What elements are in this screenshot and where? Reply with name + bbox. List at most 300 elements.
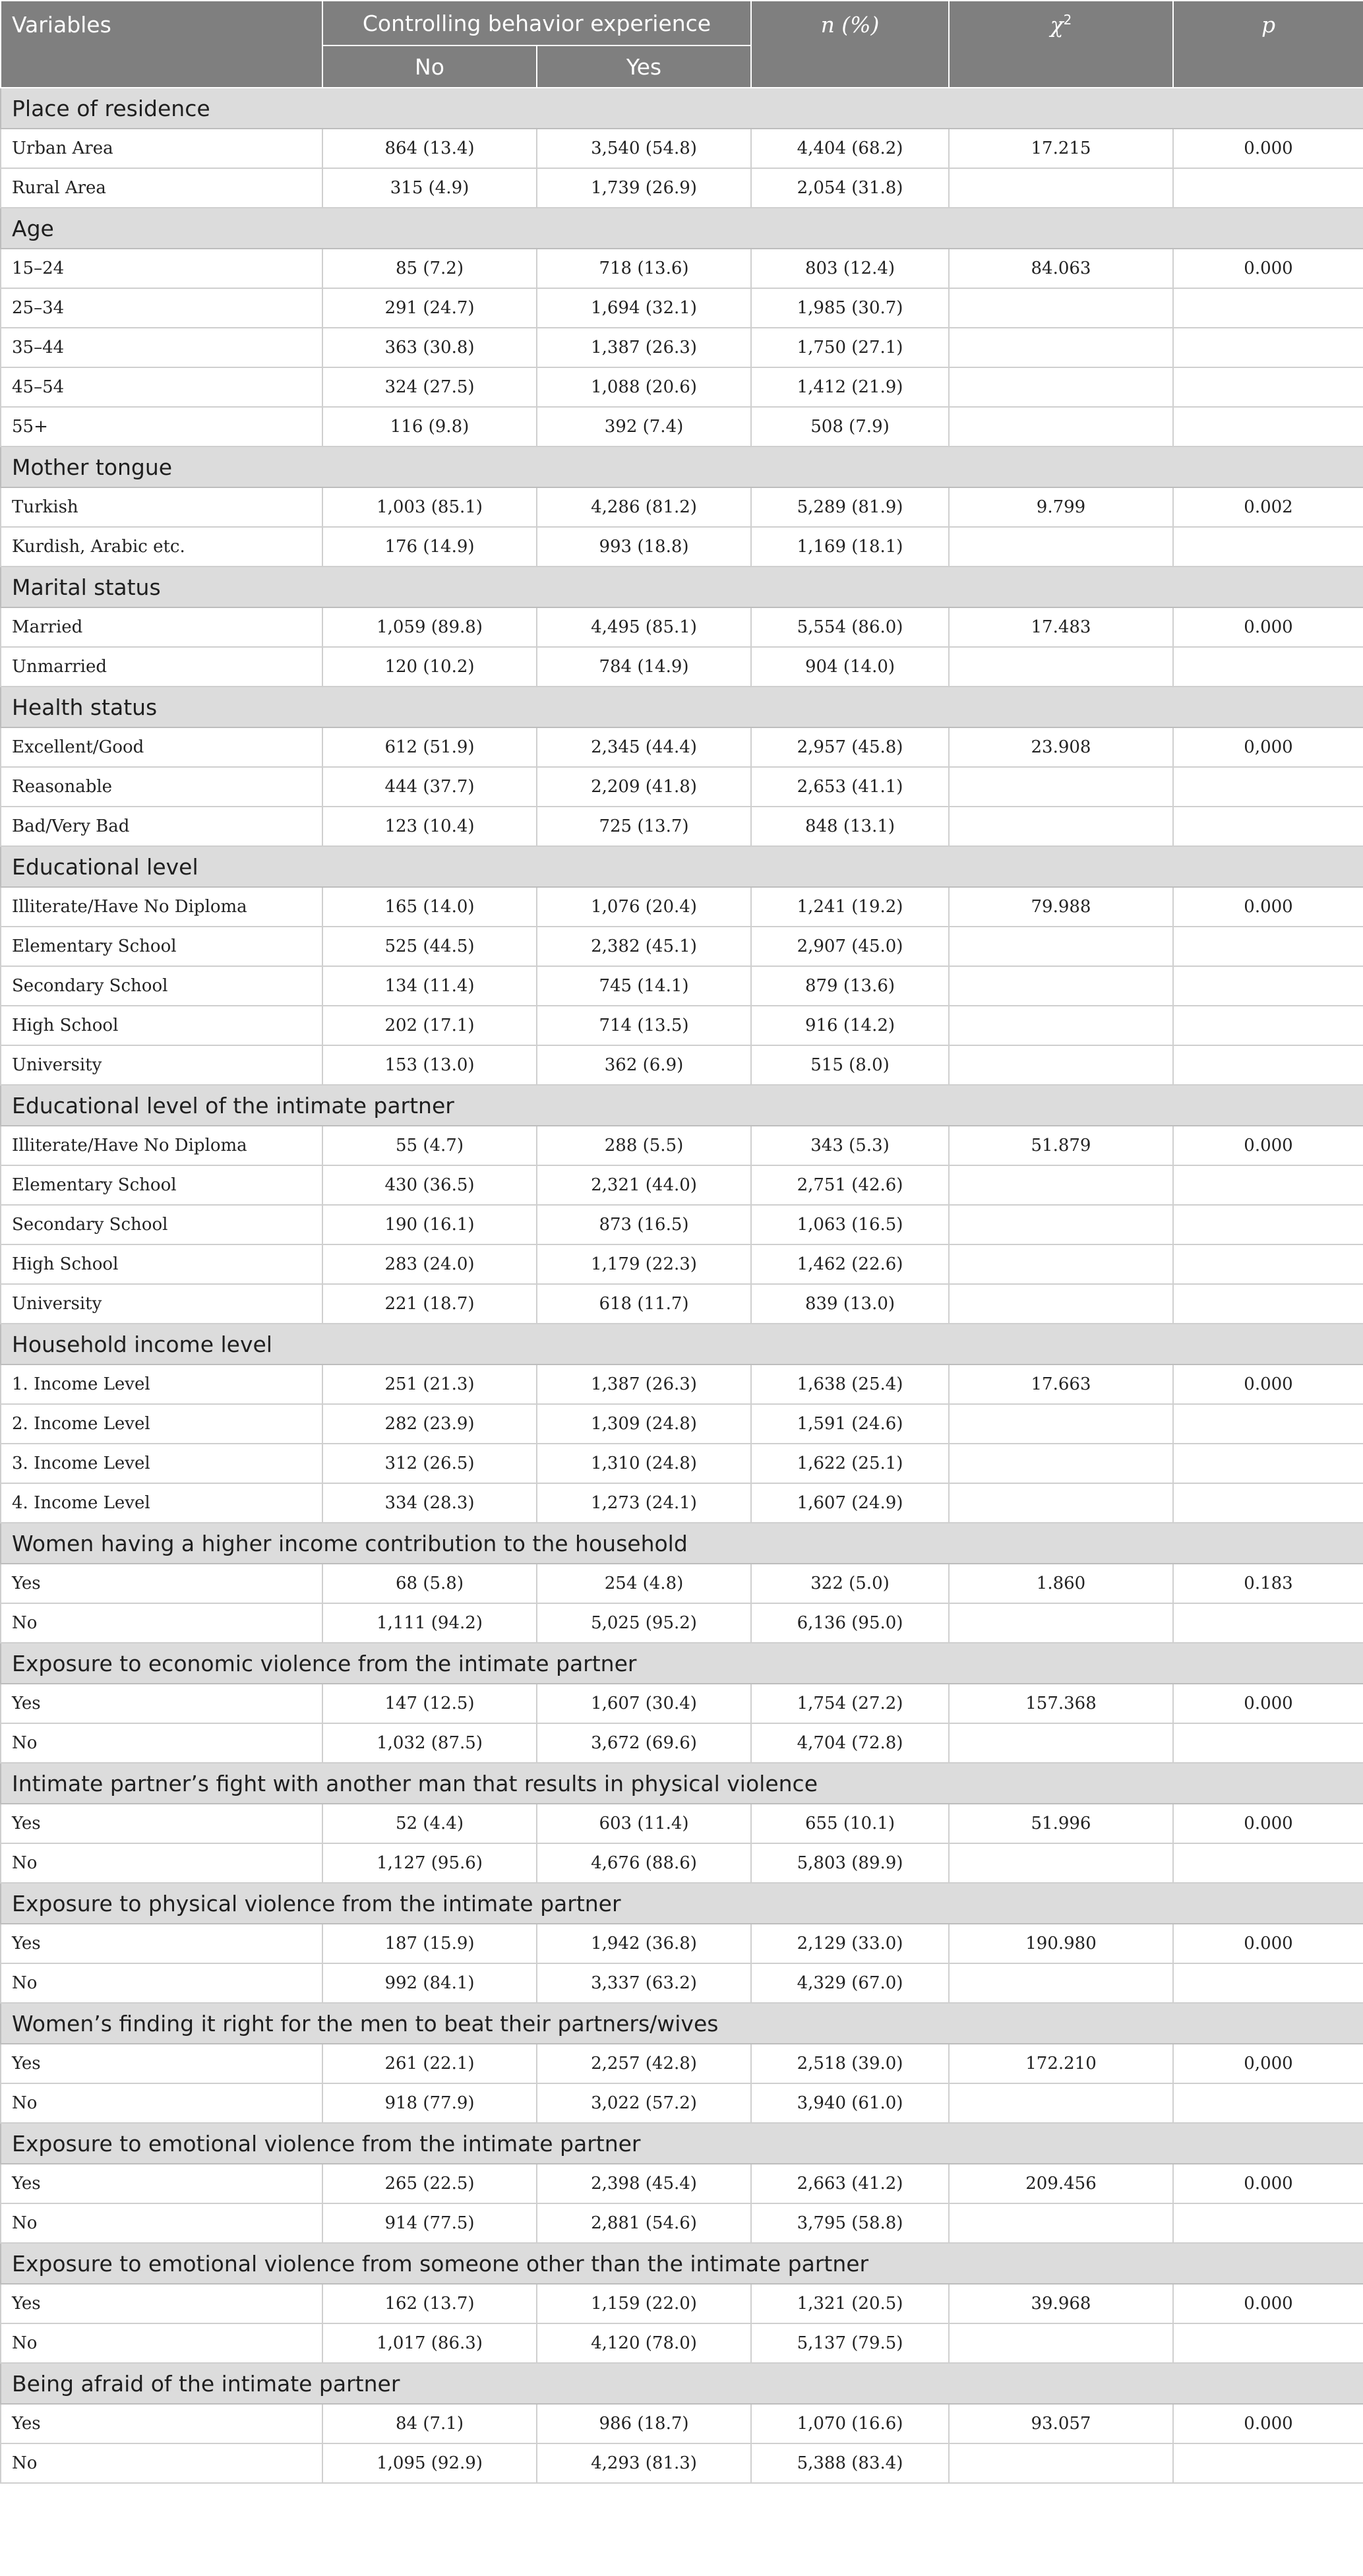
cell-n-percent: 1,070 (16.6) [751, 2404, 949, 2443]
section-header-row [1, 2363, 1363, 2404]
row-label: High School [1, 1244, 322, 1284]
table-row [1, 767, 1363, 807]
cell-p-value [1173, 367, 1363, 407]
cell-yes: 4,120 (78.0) [537, 2323, 751, 2363]
cell-p-value: 0.000 [1173, 1684, 1363, 1723]
cell-n-percent: 803 (12.4) [751, 249, 949, 288]
cell-yes: 3,022 (57.2) [537, 2083, 751, 2123]
table-row [1, 1284, 1363, 1324]
cell-no: 1,095 (92.9) [322, 2443, 537, 2483]
cell-n-percent: 6,136 (95.0) [751, 1603, 949, 1643]
cell-yes: 3,540 (54.8) [537, 129, 751, 168]
cell-n-percent: 848 (13.1) [751, 807, 949, 846]
cell-yes: 3,337 (63.2) [537, 1963, 751, 2003]
table-row [1, 966, 1363, 1006]
row-label: No [1, 2083, 322, 2123]
table-row [1, 1483, 1363, 1523]
cell-p-value: 0.002 [1173, 487, 1363, 527]
section-title: Exposure to economic violence from the intimate partner [1, 1643, 1363, 1684]
header-p-text: p [1261, 12, 1276, 38]
cell-chi-square: 51.879 [949, 1126, 1173, 1165]
cell-yes: 2,345 (44.4) [537, 727, 751, 767]
cell-yes: 603 (11.4) [537, 1804, 751, 1843]
row-label: Yes [1, 2164, 322, 2203]
cell-yes: 986 (18.7) [537, 2404, 751, 2443]
cell-yes: 5,025 (95.2) [537, 1603, 751, 1643]
table-row [1, 607, 1363, 647]
cell-p-value [1173, 2443, 1363, 2483]
row-label: Reasonable [1, 767, 322, 807]
cell-no: 1,003 (85.1) [322, 487, 537, 527]
cell-p-value: 0.000 [1173, 2164, 1363, 2203]
cell-chi-square [949, 1284, 1173, 1324]
cell-chi-square [949, 1603, 1173, 1643]
cell-p-value [1173, 2323, 1363, 2363]
cell-chi-square [949, 1843, 1173, 1883]
cell-no: 55 (4.7) [322, 1126, 537, 1165]
cell-no: 363 (30.8) [322, 328, 537, 367]
row-label: Yes [1, 1804, 322, 1843]
cell-chi-square: 23.908 [949, 727, 1173, 767]
cell-no: 918 (77.9) [322, 2083, 537, 2123]
cell-p-value: 0.000 [1173, 1126, 1363, 1165]
cell-chi-square [949, 1006, 1173, 1045]
cell-chi-square [949, 1404, 1173, 1444]
cell-chi-square [949, 288, 1173, 328]
row-label: 45–54 [1, 367, 322, 407]
row-label: Elementary School [1, 1165, 322, 1205]
cell-n-percent: 322 (5.0) [751, 1564, 949, 1603]
cell-p-value [1173, 2203, 1363, 2243]
table-row [1, 2164, 1363, 2203]
cell-no: 162 (13.7) [322, 2284, 537, 2323]
header-yes: Yes [537, 46, 751, 88]
cell-n-percent: 1,591 (24.6) [751, 1404, 949, 1444]
cell-chi-square: 39.968 [949, 2284, 1173, 2323]
cell-p-value [1173, 927, 1363, 966]
row-label: Yes [1, 1564, 322, 1603]
cell-no: 68 (5.8) [322, 1564, 537, 1603]
cell-yes: 618 (11.7) [537, 1284, 751, 1324]
cell-chi-square: 172.210 [949, 2044, 1173, 2083]
cell-p-value [1173, 1006, 1363, 1045]
cell-yes: 4,495 (85.1) [537, 607, 751, 647]
cell-n-percent: 839 (13.0) [751, 1284, 949, 1324]
table-row [1, 1126, 1363, 1165]
cell-n-percent: 1,607 (24.9) [751, 1483, 949, 1523]
cell-yes: 1,310 (24.8) [537, 1444, 751, 1483]
cell-yes: 745 (14.1) [537, 966, 751, 1006]
cell-yes: 1,076 (20.4) [537, 887, 751, 927]
cell-n-percent: 655 (10.1) [751, 1804, 949, 1843]
cell-n-percent: 3,795 (58.8) [751, 2203, 949, 2243]
cell-yes: 2,382 (45.1) [537, 927, 751, 966]
cell-yes: 2,398 (45.4) [537, 2164, 751, 2203]
cell-chi-square [949, 168, 1173, 208]
header-no: No [322, 46, 537, 88]
cell-yes: 1,179 (22.3) [537, 1244, 751, 1284]
cell-no: 1,017 (86.3) [322, 2323, 537, 2363]
row-label: Yes [1, 2404, 322, 2443]
cell-no: 914 (77.5) [322, 2203, 537, 2243]
table-row [1, 807, 1363, 846]
cell-chi-square [949, 328, 1173, 367]
cell-yes: 4,293 (81.3) [537, 2443, 751, 2483]
cell-no: 864 (13.4) [322, 129, 537, 168]
cell-yes: 784 (14.9) [537, 647, 751, 687]
cell-p-value: 0,000 [1173, 2044, 1363, 2083]
cell-n-percent: 4,404 (68.2) [751, 129, 949, 168]
cell-n-percent: 1,985 (30.7) [751, 288, 949, 328]
cell-n-percent: 1,063 (16.5) [751, 1205, 949, 1244]
cell-no: 190 (16.1) [322, 1205, 537, 1244]
cell-no: 1,127 (95.6) [322, 1843, 537, 1883]
section-header-row [1, 1523, 1363, 1564]
cell-n-percent: 916 (14.2) [751, 1006, 949, 1045]
table-row [1, 288, 1363, 328]
cell-p-value [1173, 407, 1363, 446]
cell-no: 334 (28.3) [322, 1483, 537, 1523]
row-label: 55+ [1, 407, 322, 446]
cell-p-value [1173, 966, 1363, 1006]
row-label: Illiterate/Have No Diploma [1, 1126, 322, 1165]
table-row [1, 2203, 1363, 2243]
cell-no: 1,111 (94.2) [322, 1603, 537, 1643]
cell-n-percent: 1,321 (20.5) [751, 2284, 949, 2323]
cell-chi-square [949, 807, 1173, 846]
table-row [1, 1045, 1363, 1085]
table-row [1, 887, 1363, 927]
cell-no: 315 (4.9) [322, 168, 537, 208]
section-header-row [1, 88, 1363, 129]
cell-yes: 3,672 (69.6) [537, 1723, 751, 1763]
cell-yes: 1,607 (30.4) [537, 1684, 751, 1723]
table-row [1, 1404, 1363, 1444]
cell-no: 52 (4.4) [322, 1804, 537, 1843]
row-label: 2. Income Level [1, 1404, 322, 1444]
cell-no: 261 (22.1) [322, 2044, 537, 2083]
cell-no: 992 (84.1) [322, 1963, 537, 2003]
table-row [1, 1006, 1363, 1045]
cell-p-value [1173, 527, 1363, 567]
cell-n-percent: 2,751 (42.6) [751, 1165, 949, 1205]
row-label: No [1, 2203, 322, 2243]
cell-chi-square: 9.799 [949, 487, 1173, 527]
cell-yes: 1,088 (20.6) [537, 367, 751, 407]
section-header-row [1, 1883, 1363, 1924]
header-chi-symbol: χ [1050, 12, 1064, 38]
cell-no: 120 (10.2) [322, 647, 537, 687]
cell-chi-square [949, 767, 1173, 807]
cell-yes: 2,321 (44.0) [537, 1165, 751, 1205]
section-header-row [1, 446, 1363, 487]
section-header-row [1, 208, 1363, 249]
table-row [1, 2404, 1363, 2443]
cell-no: 187 (15.9) [322, 1924, 537, 1963]
cell-no: 84 (7.1) [322, 2404, 537, 2443]
table-row [1, 2284, 1363, 2323]
cell-yes: 362 (6.9) [537, 1045, 751, 1085]
cell-p-value: 0.000 [1173, 607, 1363, 647]
header-variables: Variables [1, 1, 322, 88]
table-row [1, 1244, 1363, 1284]
cell-no: 251 (21.3) [322, 1365, 537, 1404]
cell-p-value [1173, 1444, 1363, 1483]
cell-chi-square [949, 367, 1173, 407]
row-label: Turkish [1, 487, 322, 527]
section-header-row [1, 846, 1363, 887]
cell-n-percent: 5,388 (83.4) [751, 2443, 949, 2483]
row-label: No [1, 2323, 322, 2363]
cell-no: 202 (17.1) [322, 1006, 537, 1045]
section-header-row [1, 1763, 1363, 1804]
cell-yes: 1,387 (26.3) [537, 328, 751, 367]
row-label: 15–24 [1, 249, 322, 288]
row-label: Illiterate/Have No Diploma [1, 887, 322, 927]
cell-yes: 254 (4.8) [537, 1564, 751, 1603]
cell-chi-square: 17.483 [949, 607, 1173, 647]
cell-yes: 392 (7.4) [537, 407, 751, 446]
section-title: Exposure to emotional violence from the intimate partner [1, 2123, 1363, 2164]
cell-p-value: 0.000 [1173, 2404, 1363, 2443]
cell-n-percent: 1,754 (27.2) [751, 1684, 949, 1723]
row-label: Elementary School [1, 927, 322, 966]
cell-p-value: 0.000 [1173, 1804, 1363, 1843]
section-header-row [1, 1085, 1363, 1126]
cell-p-value: 0.000 [1173, 887, 1363, 927]
cell-p-value [1173, 1404, 1363, 1444]
cell-no: 1,059 (89.8) [322, 607, 537, 647]
section-title: Intimate partner’s fight with another man that results in physical violence [1, 1763, 1363, 1804]
row-label: 1. Income Level [1, 1365, 322, 1404]
table-row [1, 2443, 1363, 2483]
row-label: 35–44 [1, 328, 322, 367]
cell-yes: 1,159 (22.0) [537, 2284, 751, 2323]
header-controlling-behavior: Controlling behavior experience [322, 1, 751, 46]
cell-chi-square [949, 407, 1173, 446]
row-label: Secondary School [1, 1205, 322, 1244]
row-label: Married [1, 607, 322, 647]
cell-n-percent: 2,957 (45.8) [751, 727, 949, 767]
cell-chi-square [949, 966, 1173, 1006]
section-title: Being afraid of the intimate partner [1, 2363, 1363, 2404]
cell-no: 291 (24.7) [322, 288, 537, 328]
cell-chi-square [949, 1723, 1173, 1763]
cell-chi-square: 209.456 [949, 2164, 1173, 2203]
cell-chi-square: 17.215 [949, 129, 1173, 168]
row-label: University [1, 1284, 322, 1324]
header-p-value [1173, 1, 1363, 88]
cell-no: 1,032 (87.5) [322, 1723, 537, 1763]
header-n-percent [751, 1, 949, 88]
cell-chi-square [949, 1045, 1173, 1085]
cell-n-percent: 5,803 (89.9) [751, 1843, 949, 1883]
table-row [1, 1924, 1363, 1963]
cell-p-value [1173, 2083, 1363, 2123]
cell-no: 116 (9.8) [322, 407, 537, 446]
table-row [1, 168, 1363, 208]
row-label: Secondary School [1, 966, 322, 1006]
cell-chi-square [949, 2083, 1173, 2123]
cell-p-value [1173, 1284, 1363, 1324]
cell-yes: 1,273 (24.1) [537, 1483, 751, 1523]
table-row [1, 249, 1363, 288]
row-label: Bad/Very Bad [1, 807, 322, 846]
cell-p-value [1173, 647, 1363, 687]
cell-chi-square [949, 1205, 1173, 1244]
section-title: Health status [1, 687, 1363, 727]
cell-p-value [1173, 328, 1363, 367]
table-row [1, 367, 1363, 407]
cell-chi-square [949, 927, 1173, 966]
cell-p-value [1173, 1723, 1363, 1763]
table-row [1, 2044, 1363, 2083]
cell-chi-square [949, 527, 1173, 567]
cell-no: 444 (37.7) [322, 767, 537, 807]
row-label: University [1, 1045, 322, 1085]
cell-p-value [1173, 1843, 1363, 1883]
section-header-row [1, 2123, 1363, 2164]
cell-n-percent: 4,329 (67.0) [751, 1963, 949, 2003]
section-title: Women’s finding it right for the men to beat their partners/wives [1, 2003, 1363, 2044]
cell-n-percent: 5,289 (81.9) [751, 487, 949, 527]
cell-no: 165 (14.0) [322, 887, 537, 927]
cell-n-percent: 1,750 (27.1) [751, 328, 949, 367]
cell-no: 134 (11.4) [322, 966, 537, 1006]
row-label: No [1, 1723, 322, 1763]
cell-n-percent: 343 (5.3) [751, 1126, 949, 1165]
cell-n-percent: 508 (7.9) [751, 407, 949, 446]
cell-chi-square: 51.996 [949, 1804, 1173, 1843]
cell-chi-square: 93.057 [949, 2404, 1173, 2443]
table-row [1, 2323, 1363, 2363]
cell-yes: 1,309 (24.8) [537, 1404, 751, 1444]
cell-yes: 2,257 (42.8) [537, 2044, 751, 2083]
cell-yes: 1,942 (36.8) [537, 1924, 751, 1963]
row-label: 25–34 [1, 288, 322, 328]
cell-n-percent: 1,169 (18.1) [751, 527, 949, 567]
cell-p-value [1173, 1244, 1363, 1284]
cell-n-percent: 2,663 (41.2) [751, 2164, 949, 2203]
cell-yes: 1,387 (26.3) [537, 1365, 751, 1404]
table-row [1, 1723, 1363, 1763]
cell-chi-square [949, 2323, 1173, 2363]
header-n-percent-text: n (%) [820, 12, 880, 38]
cell-yes: 2,209 (41.8) [537, 767, 751, 807]
table-header [1, 1, 1363, 88]
row-label: High School [1, 1006, 322, 1045]
cell-p-value: 0.000 [1173, 249, 1363, 288]
cell-no: 430 (36.5) [322, 1165, 537, 1205]
cell-no: 123 (10.4) [322, 807, 537, 846]
cell-yes: 288 (5.5) [537, 1126, 751, 1165]
cell-n-percent: 879 (13.6) [751, 966, 949, 1006]
cell-n-percent: 1,638 (25.4) [751, 1365, 949, 1404]
table-row [1, 1843, 1363, 1883]
cell-n-percent: 515 (8.0) [751, 1045, 949, 1085]
cell-chi-square: 157.368 [949, 1684, 1173, 1723]
cell-p-value [1173, 1165, 1363, 1205]
cell-chi-square [949, 2203, 1173, 2243]
table-row [1, 487, 1363, 527]
table-row [1, 527, 1363, 567]
cell-n-percent: 1,462 (22.6) [751, 1244, 949, 1284]
cell-chi-square [949, 1963, 1173, 2003]
table-row [1, 129, 1363, 168]
section-header-row [1, 2243, 1363, 2284]
section-title: Educational level [1, 846, 1363, 887]
table-row [1, 1564, 1363, 1603]
header-chi-square [949, 1, 1173, 88]
cell-no: 153 (13.0) [322, 1045, 537, 1085]
section-title: Educational level of the intimate partner [1, 1085, 1363, 1126]
cell-p-value [1173, 168, 1363, 208]
cell-no: 612 (51.9) [322, 727, 537, 767]
row-label: Unmarried [1, 647, 322, 687]
section-title: Exposure to emotional violence from someone other than the intimate partner [1, 2243, 1363, 2284]
header-chi-superscript: 2 [1063, 12, 1072, 28]
cell-p-value: 0.000 [1173, 129, 1363, 168]
section-header-row [1, 687, 1363, 727]
cell-p-value: 0.000 [1173, 1365, 1363, 1404]
cell-yes: 714 (13.5) [537, 1006, 751, 1045]
cell-yes: 4,676 (88.6) [537, 1843, 751, 1883]
section-title: Place of residence [1, 88, 1363, 129]
table-row [1, 407, 1363, 446]
section-title: Exposure to physical violence from the intimate partner [1, 1883, 1363, 1924]
row-label: Yes [1, 2284, 322, 2323]
table-row [1, 727, 1363, 767]
table-row [1, 1963, 1363, 2003]
cell-n-percent: 2,129 (33.0) [751, 1924, 949, 1963]
cell-chi-square [949, 1483, 1173, 1523]
cell-chi-square [949, 647, 1173, 687]
cell-chi-square: 17.663 [949, 1365, 1173, 1404]
row-label: Yes [1, 1924, 322, 1963]
cell-chi-square [949, 1244, 1173, 1284]
cell-p-value [1173, 1603, 1363, 1643]
section-title: Age [1, 208, 1363, 249]
table-row [1, 1444, 1363, 1483]
row-label: No [1, 1963, 322, 2003]
cell-yes: 718 (13.6) [537, 249, 751, 288]
cell-no: 312 (26.5) [322, 1444, 537, 1483]
section-header-row [1, 567, 1363, 607]
table-row [1, 1603, 1363, 1643]
cell-p-value [1173, 1963, 1363, 2003]
section-header-row [1, 2003, 1363, 2044]
row-label: 3. Income Level [1, 1444, 322, 1483]
row-label: Urban Area [1, 129, 322, 168]
cell-chi-square [949, 1444, 1173, 1483]
row-label: 4. Income Level [1, 1483, 322, 1523]
table-row [1, 927, 1363, 966]
cell-n-percent: 2,518 (39.0) [751, 2044, 949, 2083]
table-row [1, 1205, 1363, 1244]
cell-yes: 873 (16.5) [537, 1205, 751, 1244]
section-title: Marital status [1, 567, 1363, 607]
cell-yes: 1,694 (32.1) [537, 288, 751, 328]
cell-chi-square [949, 1165, 1173, 1205]
cell-p-value: 0.183 [1173, 1564, 1363, 1603]
row-label: No [1, 1843, 322, 1883]
cell-p-value [1173, 1045, 1363, 1085]
row-label: Yes [1, 2044, 322, 2083]
table-row [1, 1804, 1363, 1843]
cell-chi-square: 84.063 [949, 249, 1173, 288]
cell-yes: 4,286 (81.2) [537, 487, 751, 527]
table-row [1, 328, 1363, 367]
